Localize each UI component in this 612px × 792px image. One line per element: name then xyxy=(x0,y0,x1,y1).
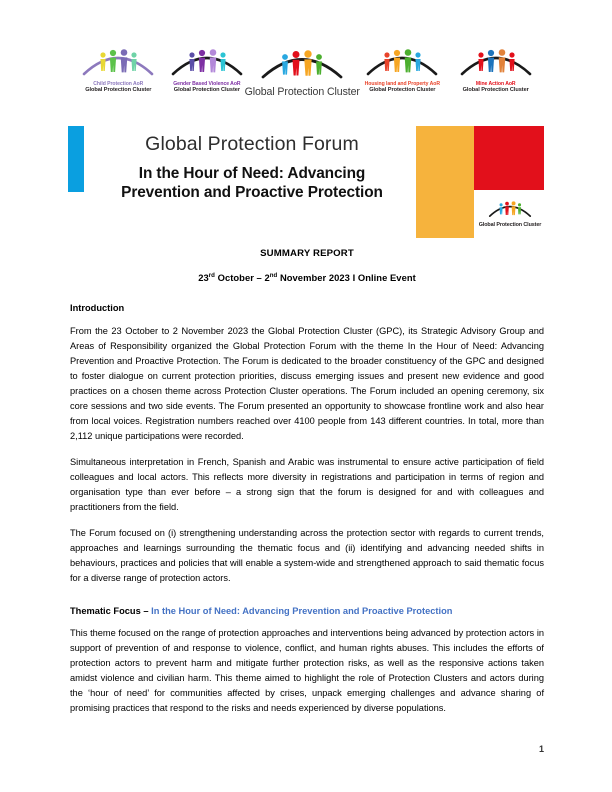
dateline-day-start: 23 xyxy=(198,272,209,284)
paragraph: The Forum focused on (i) strengthening understanding across the protection sector with regards to current trends, approaches and learnings surrounding the thematic focus and (ii) identifying and advancing needed shifts in behaviours, practices and policies that will enable a system-wide and strengthened approach to said thematic focus for a diverse range of protection actors. xyxy=(70,527,544,583)
logo-cluster-label: Global Protection Cluster xyxy=(173,87,240,94)
banner-blue-bar xyxy=(68,126,84,192)
banner-subtitle-line-2: Prevention and Proactive Protection xyxy=(121,184,383,202)
report-type-heading: SUMMARY REPORT xyxy=(260,248,354,259)
section-heading-text: Introduction xyxy=(70,303,125,314)
banner-red-block xyxy=(474,126,544,190)
paragraph: Simultaneous interpretation in French, Spanish and Arabic was instrumental to ensure active participation of field colleagues and local actors. This reflects more diversity in registrations and participation in terms of region and organisation type than ever before – a strong sign that the forum is designed for and with colleagues and practitioners from the field. xyxy=(70,457,544,512)
paragraph: This theme focused on the range of protection approaches and interventions being advanced by protection actors in support of prevention of and response to violence, conflict, and human rights abuses. This includes the efforts of protection actors to prevent harm and mitigate further protection risks, as well as the responsive actions taken amidst violence and civilian harm. This theme aimed to highlight the role of Protection Clusters and actors during the ‘hour of need’ for communities affected by crises, unpack emerging challenges and advance sharing of promising practices that respond to the risks and needs experienced by diverse populations. xyxy=(70,627,544,713)
dateline-day-end-suffix: nd xyxy=(269,272,278,279)
banner-subtitle-line-1: In the Hour of Need: Advancing xyxy=(138,165,366,183)
dateline-day-start-suffix: rd xyxy=(208,272,215,279)
logo-child-protection-aor xyxy=(74,44,163,95)
logo-cluster-label: Global Protection Cluster xyxy=(369,87,436,94)
logo-aor-label: Child Protection AoR xyxy=(93,81,144,87)
cluster-people-arc-icon xyxy=(365,44,439,80)
banner-text-group xyxy=(96,132,408,203)
logo-mine-action-aor xyxy=(451,44,540,95)
page-number: 1 xyxy=(538,744,544,754)
logo-gender-based-violence-aor xyxy=(163,44,252,95)
document-body xyxy=(70,248,544,716)
logo-cluster-label: Global Protection Cluster xyxy=(462,87,529,94)
banner-logo-label: Global Protection Cluster xyxy=(478,222,542,228)
banner-title: Global Protection Forum xyxy=(145,133,359,155)
logo-aor-label: Gender Based Violence AoR xyxy=(173,81,241,87)
logo-housing-land-and-property-aor xyxy=(353,44,451,95)
cluster-people-arc-icon xyxy=(170,44,244,80)
banner-subtitle xyxy=(96,165,408,203)
section-heading-introduction xyxy=(70,303,544,313)
dateline-day-end: 2 xyxy=(264,272,270,284)
banner-yellow-block xyxy=(416,126,474,238)
cluster-people-arc-icon xyxy=(459,44,533,80)
logo-global-protection-cluster xyxy=(244,44,360,98)
event-dateline xyxy=(70,272,544,283)
section-heading-accent: In the Hour of Need: Advancing Prevention and Proactive Protection xyxy=(151,605,453,616)
cluster-people-arc-icon xyxy=(81,44,155,80)
logo-cluster-label: Global Protection Cluster xyxy=(244,86,360,98)
logo-cluster-label: Global Protection Cluster xyxy=(85,87,152,94)
section-heading-thematic-focus xyxy=(70,606,544,616)
cluster-people-arc-icon xyxy=(260,44,344,84)
banner-cluster-logo xyxy=(478,198,542,228)
logo-aor-label: Housing land and Property AoR xyxy=(364,81,440,87)
cluster-people-arc-icon xyxy=(488,198,532,220)
event-banner xyxy=(68,122,544,238)
dateline-month-start: October – xyxy=(214,272,265,284)
dateline-tail: November 2023 I Online Event xyxy=(277,272,416,284)
section-heading-text: Thematic Focus – xyxy=(70,605,152,616)
partner-logo-strip xyxy=(74,44,540,116)
paragraph: From the 23 October to 2 November 2023 the Global Protection Cluster (GPC), its Strategic Advisory Group and Areas of Responsibility organized the Global Protection Forum with the theme In the Hour of Need: Advancing Prevention and Proactive Protection. The Forum is dedicated to the broader constituency of the GPC and designed to foster dialogue on current protection priorities, discuss emerging issues and present new evidence and good practices on a chosen theme across Protection Cluster operations. The Forum included an opening ceremony, six core sessions and two side events. The Forum presented an opportunity to showcase frontline work and also hear from local voices. Registration numbers reached over 4100 people from 143 different countries. In total, more than 2,112 unique participations were recorded. xyxy=(70,326,544,442)
logo-aor-label: Mine Action AoR xyxy=(475,81,516,87)
